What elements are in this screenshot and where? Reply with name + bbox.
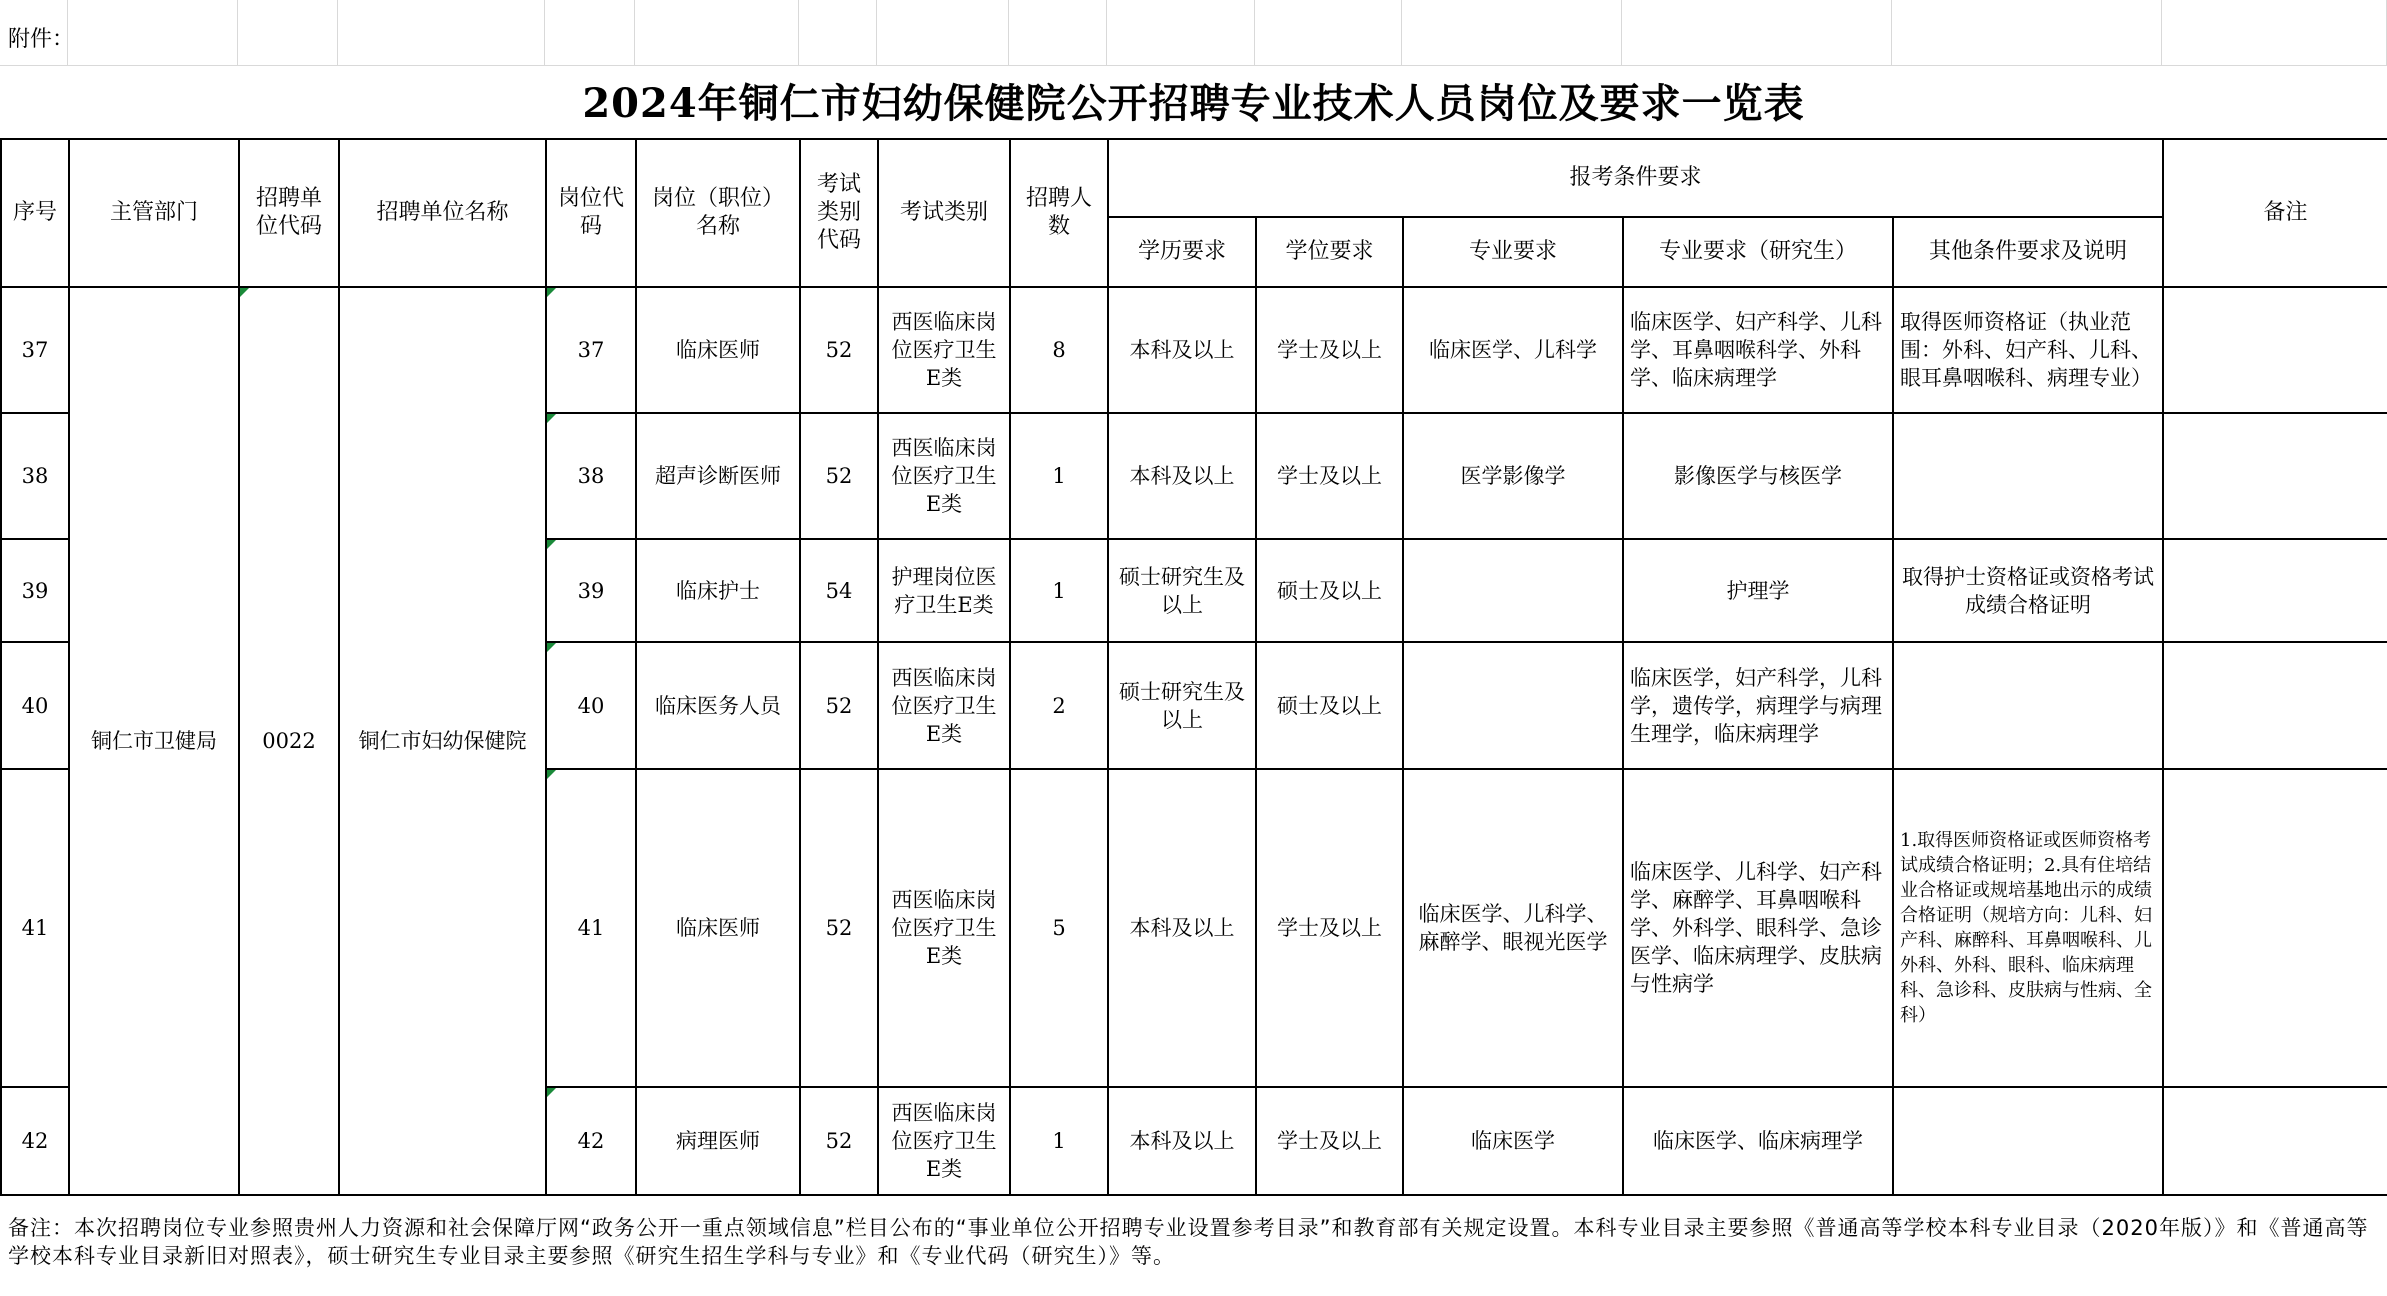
- recruitment-table: [0, 138, 2387, 1196]
- cell-degree: 学士及以上: [1256, 413, 1403, 539]
- cell-education: 本科及以上: [1108, 287, 1256, 413]
- grid-cell: [1255, 0, 1402, 66]
- page-title: 2024年铜仁市妇幼保健院公开招聘专业技术人员岗位及要求一览表: [582, 80, 1805, 127]
- cell-count: 8: [1010, 287, 1108, 413]
- cell-exam-type: 西医临床岗位医疗卫生E类: [878, 642, 1010, 769]
- cell-major-grad: 临床医学，妇产科学，儿科学，遗传学，病理学与病理生理学，临床病理学: [1623, 642, 1893, 769]
- header-major-grad: 专业要求（研究生）: [1623, 217, 1893, 287]
- cell-post-name: 临床医师: [636, 287, 800, 413]
- cell-remark: [2163, 287, 2387, 413]
- cell-count: 1: [1010, 413, 1108, 539]
- header-dept: 主管部门: [69, 139, 239, 287]
- header-exam-code: 考试类别代码: [800, 139, 878, 287]
- post-code-text: 40: [577, 693, 605, 718]
- cell-remark: [2163, 642, 2387, 769]
- grid-cell: [799, 0, 877, 66]
- cell-degree: 硕士及以上: [1256, 539, 1403, 642]
- header-count: 招聘人数: [1010, 139, 1108, 287]
- post-code-text: 38: [577, 464, 605, 488]
- comment-marker-icon: [240, 288, 249, 297]
- grid-cell: [1622, 0, 1892, 66]
- header-degree: 学位要求: [1256, 217, 1403, 287]
- cell-education: 硕士研究生及以上: [1108, 539, 1256, 642]
- dept-text: 铜仁市卫健局: [91, 729, 217, 753]
- header-post-name: 岗位（职位）名称: [636, 139, 800, 287]
- comment-marker-icon: [547, 1088, 556, 1097]
- cell-remark: [2163, 413, 2387, 539]
- grid-cell: [338, 0, 545, 66]
- cell-education: 本科及以上: [1108, 1087, 1256, 1195]
- grid-cell: [2162, 0, 2387, 66]
- grid-cell: [1892, 0, 2162, 66]
- cell-remark: [2163, 769, 2387, 1087]
- cell-major: 临床医学: [1403, 1087, 1623, 1195]
- cell-count: 5: [1010, 769, 1108, 1087]
- cell-exam-code: 52: [800, 1087, 878, 1195]
- cell-post-name: 临床护士: [636, 539, 800, 642]
- cell-other: [1893, 413, 2163, 539]
- cell-major: [1403, 642, 1623, 769]
- comment-marker-icon: [547, 770, 556, 779]
- post-code-text: 37: [577, 338, 605, 362]
- post-code-text: 39: [577, 578, 605, 603]
- header-other: 其他条件要求及说明: [1893, 217, 2163, 287]
- cell-unit-name: [339, 287, 546, 1195]
- cell-dept: [69, 287, 239, 1195]
- cell-seq: 38: [1, 413, 69, 539]
- header-exam-type: 考试类别: [878, 139, 1010, 287]
- header-major: 专业要求: [1403, 217, 1623, 287]
- footnote: 备注：本次招聘岗位专业参照贵州人力资源和社会保障厅网“政务公开一重点领域信息”栏目公布的“事业单位公开招聘专业设置参考目录”和教育部有关规定设置。本科专业目录主要参照《普通高等学校本科专业目录（2020年版）》和《普通高等学校本科专业目录新旧对照表》，硕士研究生专业目录主要参照《研究生招生学科与专业》和《专业代码（研究生）》等。: [8, 1216, 2369, 1268]
- cell-degree: 学士及以上: [1256, 287, 1403, 413]
- comment-marker-icon: [547, 288, 556, 297]
- header-education: 学历要求: [1108, 217, 1256, 287]
- top-grid-row: [0, 0, 2387, 66]
- cell-degree: 学士及以上: [1256, 1087, 1403, 1195]
- cell-other: [1893, 1087, 2163, 1195]
- cell-seq: 37: [1, 287, 69, 413]
- cell-exam-code: 52: [800, 642, 878, 769]
- cell-remark: [2163, 539, 2387, 642]
- grid-cell: [877, 0, 1009, 66]
- cell-other: 1.取得医师资格证或医师资格考试成绩合格证明；2.具有住培结业合格证或规培基地出示的成绩合格证明（规培方向：儿科、妇产科、麻醉科、耳鼻咽喉科、儿外科、外科、眼科、临床病理科、急诊科、皮肤病与性病、全科）: [1893, 769, 2163, 1087]
- post-code-text: 42: [577, 1129, 605, 1153]
- cell-count: 2: [1010, 642, 1108, 769]
- cell-seq: 40: [1, 642, 69, 769]
- cell-post-code: [546, 642, 636, 769]
- comment-marker-icon: [547, 540, 556, 549]
- cell-post-code: [546, 539, 636, 642]
- cell-education: 本科及以上: [1108, 413, 1256, 539]
- grid-cell: [545, 0, 635, 66]
- header-unit-name: 招聘单位名称: [339, 139, 546, 287]
- header-remark: 备注: [2163, 139, 2387, 287]
- cell-seq: 41: [1, 769, 69, 1087]
- post-code-text: 41: [577, 916, 605, 940]
- cell-post-code: [546, 413, 636, 539]
- cell-exam-type: 西医临床岗位医疗卫生E类: [878, 287, 1010, 413]
- grid-cell: [68, 0, 238, 66]
- cell-exam-type: 西医临床岗位医疗卫生E类: [878, 1087, 1010, 1195]
- comment-marker-icon: [547, 643, 556, 652]
- cell-major-grad: 影像医学与核医学: [1623, 413, 1893, 539]
- cell-major-grad: 护理学: [1623, 539, 1893, 642]
- grid-cell: [1402, 0, 1622, 66]
- cell-post-name: 病理医师: [636, 1087, 800, 1195]
- cell-exam-code: 54: [800, 539, 878, 642]
- cell-count: 1: [1010, 539, 1108, 642]
- cell-exam-code: 52: [800, 287, 878, 413]
- grid-cell: [238, 0, 338, 66]
- grid-cell: [635, 0, 799, 66]
- header-seq: 序号: [1, 139, 69, 287]
- cell-post-name: 超声诊断医师: [636, 413, 800, 539]
- cell-education: 本科及以上: [1108, 769, 1256, 1087]
- table-row: [1, 287, 2387, 413]
- cell-exam-type: 西医临床岗位医疗卫生E类: [878, 769, 1010, 1087]
- cell-post-name: 临床医师: [636, 769, 800, 1087]
- cell-degree: 硕士及以上: [1256, 642, 1403, 769]
- cell-other: 取得医师资格证（执业范围：外科、妇产科、儿科、眼耳鼻咽喉科、病理专业）: [1893, 287, 2163, 413]
- cell-other: 取得护士资格证或资格考试成绩合格证明: [1893, 539, 2163, 642]
- cell-seq: 42: [1, 1087, 69, 1195]
- grid-cell: [1107, 0, 1255, 66]
- grid-cell: [1009, 0, 1107, 66]
- header-post-code: 岗位代码: [546, 139, 636, 287]
- cell-exam-code: 52: [800, 413, 878, 539]
- cell-post-code: [546, 769, 636, 1087]
- cell-major: 临床医学、儿科学、麻醉学、眼视光医学: [1403, 769, 1623, 1087]
- cell-major-grad: 临床医学、临床病理学: [1623, 1087, 1893, 1195]
- unit-code-text: 0022: [262, 729, 316, 753]
- cell-post-code: [546, 287, 636, 413]
- cell-exam-type: 护理岗位医疗卫生E类: [878, 539, 1010, 642]
- cell-remark: [2163, 1087, 2387, 1195]
- cell-other: [1893, 642, 2163, 769]
- cell-exam-code: 52: [800, 769, 878, 1087]
- cell-education: 硕士研究生及以上: [1108, 642, 1256, 769]
- cell-major: 医学影像学: [1403, 413, 1623, 539]
- comment-marker-icon: [547, 414, 556, 423]
- cell-major: [1403, 539, 1623, 642]
- cell-unit-code: [239, 287, 339, 1195]
- cell-degree: 学士及以上: [1256, 769, 1403, 1087]
- attachment-label: 附件：: [8, 27, 75, 52]
- cell-major-grad: 临床医学、儿科学、妇产科学、麻醉学、耳鼻咽喉科学、外科学、眼科学、急诊医学、临床病理学、皮肤病与性病学: [1623, 769, 1893, 1087]
- header-unit-code: 招聘单位代码: [239, 139, 339, 287]
- unit-name-text: 铜仁市妇幼保健院: [358, 729, 527, 753]
- cell-post-code: [546, 1087, 636, 1195]
- cell-major: 临床医学、儿科学: [1403, 287, 1623, 413]
- cell-exam-type: 西医临床岗位医疗卫生E类: [878, 413, 1010, 539]
- cell-seq: 39: [1, 539, 69, 642]
- header-conditions: 报考条件要求: [1108, 139, 2163, 217]
- cell-major-grad: 临床医学、妇产科学、儿科学、耳鼻咽喉科学、外科学、临床病理学: [1623, 287, 1893, 413]
- cell-post-name: 临床医务人员: [636, 642, 800, 769]
- cell-count: 1: [1010, 1087, 1108, 1195]
